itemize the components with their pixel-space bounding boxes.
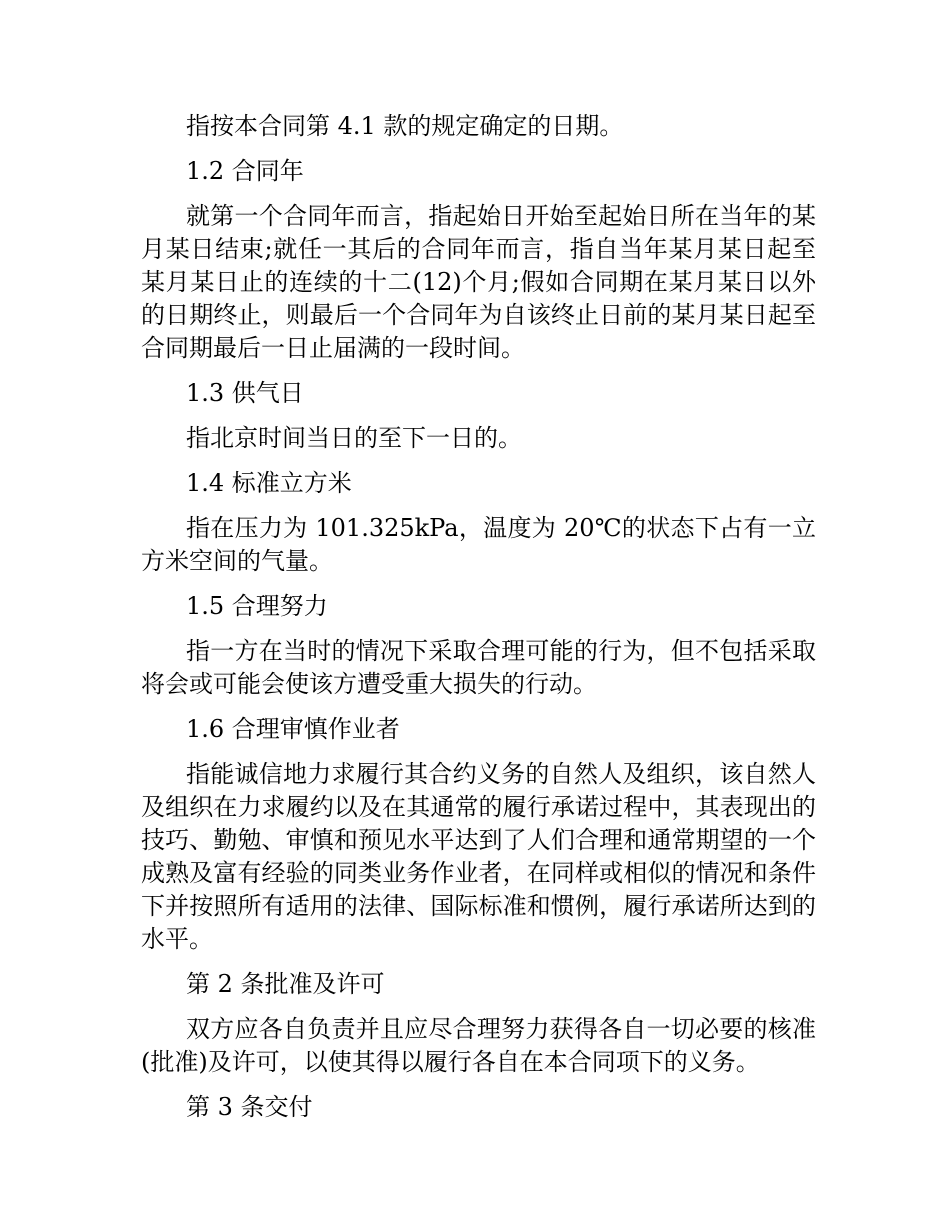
paragraph-supply-day-definition: 指北京时间当日的至下一日的。 <box>186 424 522 452</box>
paragraph-4-1-date-definition: 指按本合同第 4.1 款的规定确定的日期。 <box>186 112 624 140</box>
heading-1-3-supply-day: 1.3 供气日 <box>186 379 304 407</box>
heading-1-6-prudent-operator: 1.6 合理审慎作业者 <box>186 715 400 743</box>
heading-article-3-delivery: 第 3 条交付 <box>186 1093 313 1121</box>
paragraph-prudent-operator-definition: 指能诚信地力求履行其合约义务的自然人及组织，该自然人及组织在力求履约以及在其通常的履行承诺过程中，其表现出的技巧、勤勉、审慎和预见水平达到了人们合理和通常期望的一个成熟及富有经验的同类业务作业者，在同样或相似的情况和条件下并按照所有适用的法律、国际标准和惯例，履行承诺所达到的水平。 <box>141 760 816 953</box>
document-body <box>141 110 816 1136</box>
heading-1-4-standard-cubic-meter: 1.4 标准立方米 <box>186 469 352 497</box>
paragraph-contract-year-definition: 就第一个合同年而言，指起始日开始至起始日所在当年的某月某日结束;就任一其后的合同年而言，指自当年某月某日起至某月某日止的连续的十二(12)个月;假如合同期在某月某日以外的日期终止，则最后一个合同年为自该终止日前的某月某日起至合同期最后一日止届满的一段时间。 <box>141 202 816 362</box>
paragraph-reasonable-effort-definition: 指一方在当时的情况下采取合理可能的行为，但不包括采取将会或可能会使该方遭受重大损失的行动。 <box>141 637 816 698</box>
heading-1-2-contract-year: 1.2 合同年 <box>186 157 304 185</box>
heading-1-5-reasonable-effort: 1.5 合理努力 <box>186 592 328 620</box>
paragraph-approvals-text: 双方应各自负责并且应尽合理努力获得各自一切必要的核准(批准)及许可，以使其得以履行各自在本合同项下的义务。 <box>141 1015 816 1076</box>
heading-article-2-approvals: 第 2 条批准及许可 <box>186 970 385 998</box>
paragraph-standard-cubic-meter-definition: 指在压力为 101.325kPa，温度为 20℃的状态下占有一立方米空间的气量。 <box>141 514 816 575</box>
